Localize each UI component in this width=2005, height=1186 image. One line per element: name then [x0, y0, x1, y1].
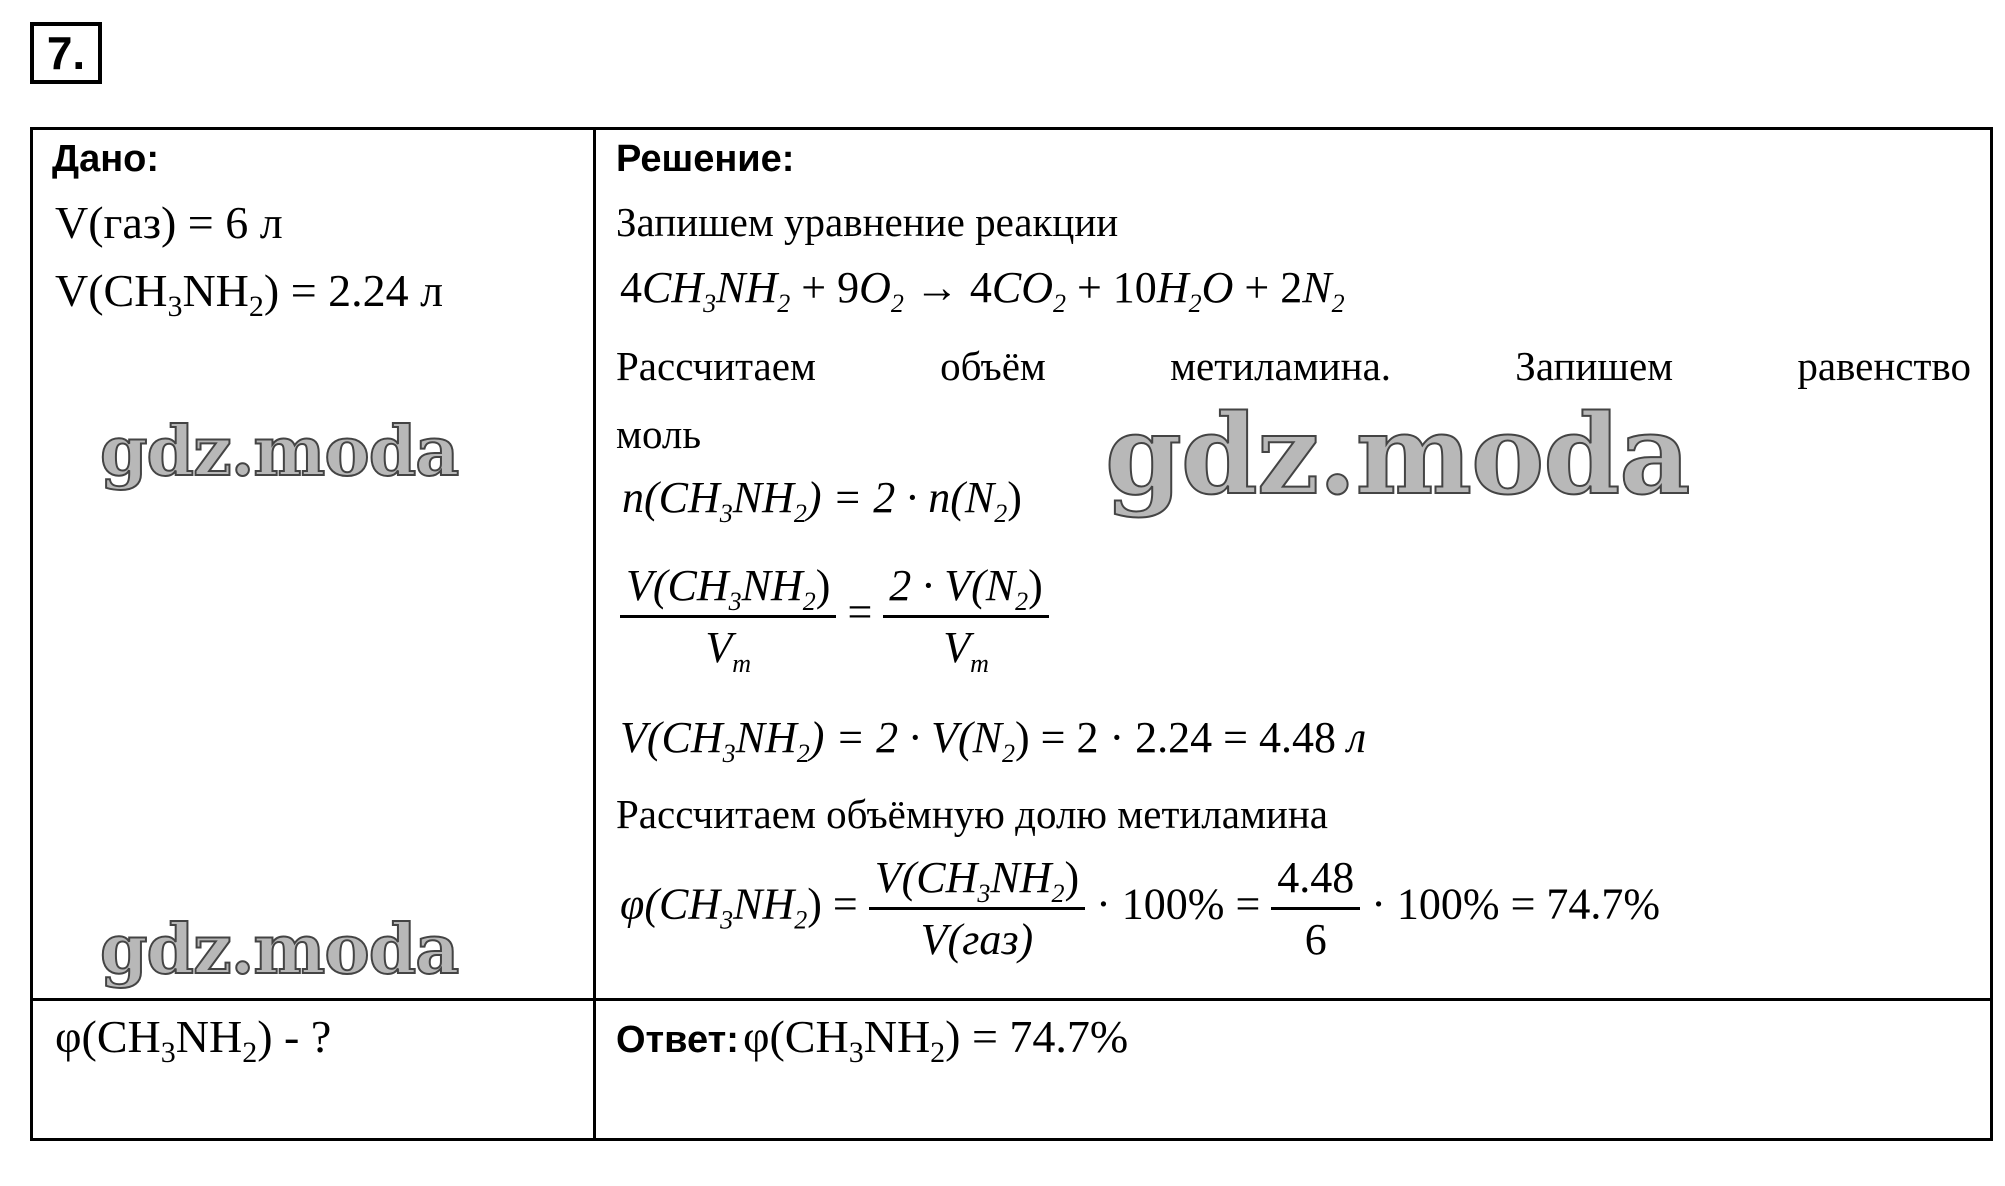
given-methylamine-volume: $V(CH_3NH_2) = 2.24$ л — [55, 265, 444, 323]
step2-text: Рассчитаем объёмную долю метиламина — [616, 791, 1328, 837]
reaction-equation: $4CH_3NH_2 + 9O_2 \to 4CO_2 + 10H_2O + 2N_2$ — [620, 263, 1345, 318]
solution-heading: Решение: — [616, 138, 795, 180]
volume-equation: $V(CH_3NH_2) = 2 \cdot V(N_2) = 2 \cdot 2.24 = 4.48$ л — [620, 713, 1367, 768]
solution-intro: Запишем уравнение реакции — [616, 199, 1119, 245]
ratio-left-fraction: $\frac{V(CH_3NH_2)}{V_m}$ — [620, 560, 836, 673]
fraction-equation: $\varphi(CH_3NH_2)$ = $\frac{V(CH_3NH_2)}{\text{V(газ)}}$ · 100% = $\frac{4.48}{6}$ · 100% = 74.7% — [620, 853, 1661, 964]
step1-text-cont: моль — [616, 411, 702, 457]
column-divider — [593, 127, 596, 1141]
ratio-right-fraction: $\frac{2 \cdot V(N_2)}{V_m}$ — [883, 560, 1049, 673]
watermark-logo: gdz.moda — [1105, 390, 1690, 519]
moles-equation: $n(CH_3NH_2) = 2 \cdot n(N_2)$ — [622, 473, 1022, 528]
ratio-equation: $\frac{V(CH_3NH_2)}{V_m}$ = $\frac{2 \cdot V(N_2)}{V_m}$ — [620, 560, 1049, 673]
volume-fraction: $\frac{V(CH_3NH_2)}{\text{V(газ)}}$ — [869, 852, 1085, 965]
given-gas-volume: V(газ) = 6 л — [55, 197, 283, 248]
answer-value: $\varphi(CH_3NH_2) = 74.7\%$ — [742, 1011, 1129, 1069]
answer-line — [616, 1010, 1129, 1069]
watermark-logo: gdz.moda — [100, 910, 459, 990]
step1-text: Рассчитаем объём метиламина. Запишем равенство — [616, 343, 1971, 389]
task-number: 7. — [30, 22, 102, 84]
answer-label: Ответ: — [616, 1019, 739, 1061]
given-heading: Дано: — [52, 138, 160, 180]
row-divider — [30, 998, 1993, 1001]
numeric-fraction: $\frac{4.48}{6}$ — [1271, 852, 1360, 965]
find-quantity: $\varphi(CH_3NH_2)$ - ? — [55, 1011, 332, 1069]
watermark-logo: gdz.moda — [100, 412, 459, 492]
